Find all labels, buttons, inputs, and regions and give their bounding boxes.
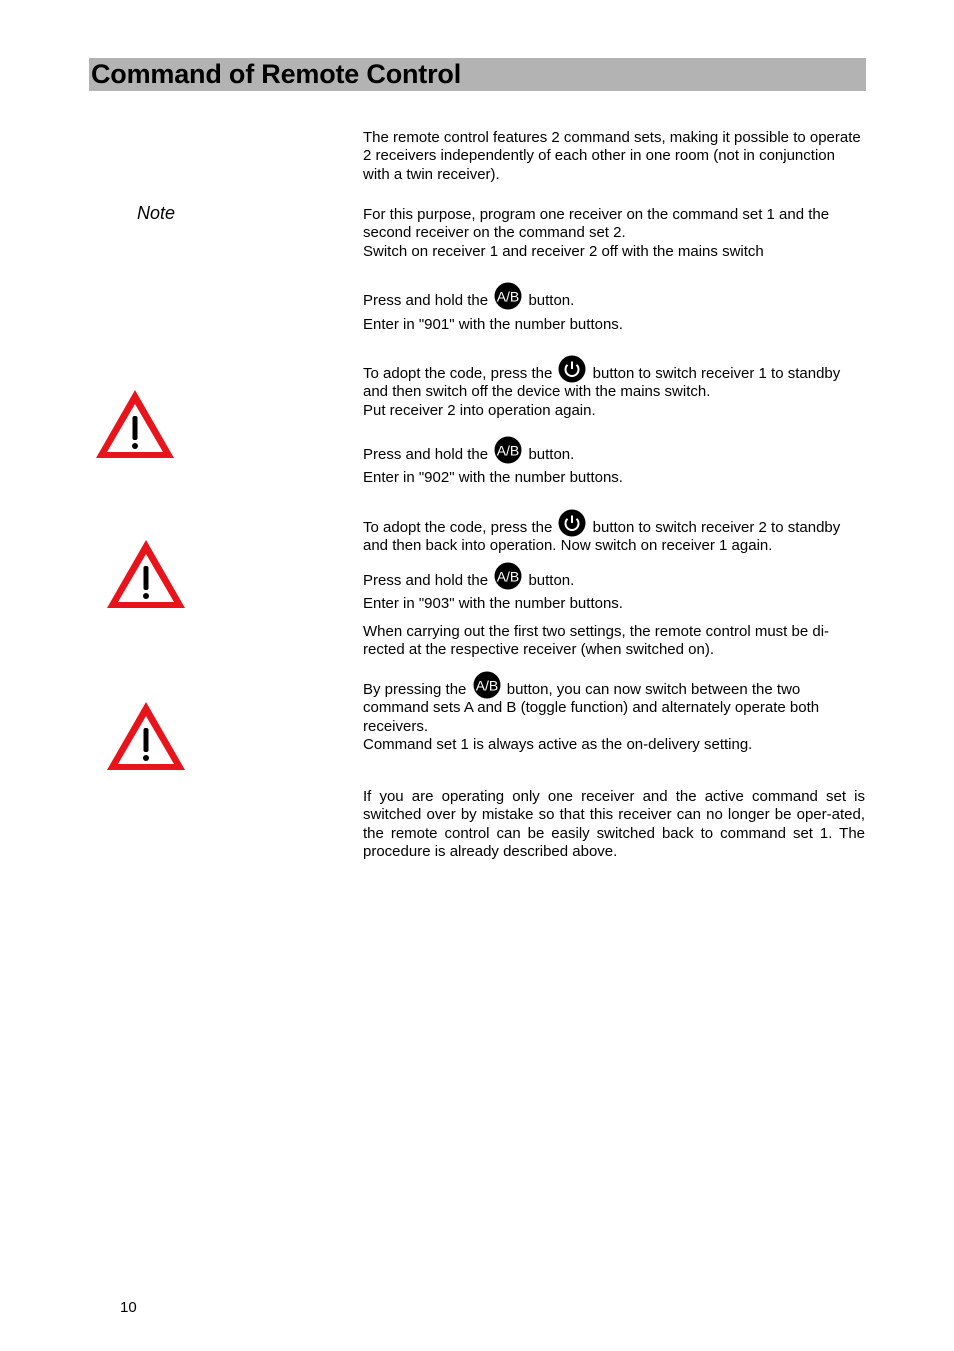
warning-triangle-icon (93, 387, 177, 461)
toggle-paragraph (363, 671, 865, 755)
note-paragraph (363, 206, 865, 261)
title-bar (89, 58, 866, 91)
step-adopt-1 (363, 355, 865, 420)
step-press-hold-2 (363, 436, 865, 464)
step-text: button, you can now switch between the two command sets A and B (toggle function) and alternately operate both receivers. (363, 681, 820, 735)
standby-power-icon (558, 355, 586, 383)
page-number: 10 (120, 1299, 137, 1316)
av-glyph: A/B (496, 568, 520, 585)
note-label: Note (137, 203, 176, 223)
step-enter-902: Enter in "902" with the number buttons. (363, 469, 623, 486)
intro-paragraph: The remote control features 2 command sets, making it possible to operate 2 receivers independently of each other in one room (not in conjunction with a twin receiver). (363, 129, 861, 183)
standby-power-icon (558, 509, 586, 537)
warning-triangle-icon (104, 699, 188, 773)
reset-paragraph: If you are operating only one receiver and the active command set is switched over by mistake so that this receiver can no longer be oper-ated, the remote control can be easily switched back to command set 1. The procedure is already described above. (363, 788, 865, 861)
step-press-hold-3 (363, 562, 865, 590)
step-text: To adopt the code, press the (363, 519, 553, 536)
av-glyph: A/B (496, 288, 520, 305)
step-text: button to switch receiver 1 to standby and then switch off the device with the mains switch. (363, 365, 841, 401)
step-text: By pressing the (363, 681, 467, 698)
note-line-1: For this purpose, program one receiver on the command set 1 and the second receiver on the command set 2. (363, 206, 830, 242)
step-text: button. (528, 292, 575, 309)
av-glyph: A/B (496, 442, 520, 459)
direction-paragraph: When carrying out the first two settings, the remote control must be di-rected at the respective receiver (when switched on). (363, 623, 830, 659)
step-text: Press and hold the (363, 292, 489, 309)
page-title: Command of Remote Control (91, 59, 461, 89)
av-b-button-icon (494, 562, 522, 590)
step-text: Press and hold the (363, 572, 489, 589)
av-b-button-icon (494, 282, 522, 310)
warning-triangle-icon (104, 537, 188, 611)
step-text: Command set 1 is always active as the on-delivery setting. (363, 736, 753, 754)
note-line-2: Switch on receiver 1 and receiver 2 off with the mains switch (363, 242, 764, 260)
step-text: button. (528, 572, 575, 589)
step-enter-903: Enter in "903" with the number buttons. (363, 595, 623, 612)
step-press-hold-1 (363, 282, 865, 310)
step-text: Press and hold the (363, 446, 489, 463)
av-glyph: A/B (475, 677, 498, 694)
step-enter-901: Enter in "901" with the number buttons. (363, 316, 623, 333)
step-text: button. (528, 446, 575, 463)
step-adopt-2 (363, 509, 865, 556)
step-text: Put receiver 2 into operation again. (363, 401, 596, 419)
step-text: To adopt the code, press the (363, 365, 553, 382)
step-text: button to switch receiver 2 to standby and then back into operation. Now switch on receiver 1 again. (363, 519, 841, 555)
av-b-button-icon (473, 671, 501, 699)
av-b-button-icon (494, 436, 522, 464)
